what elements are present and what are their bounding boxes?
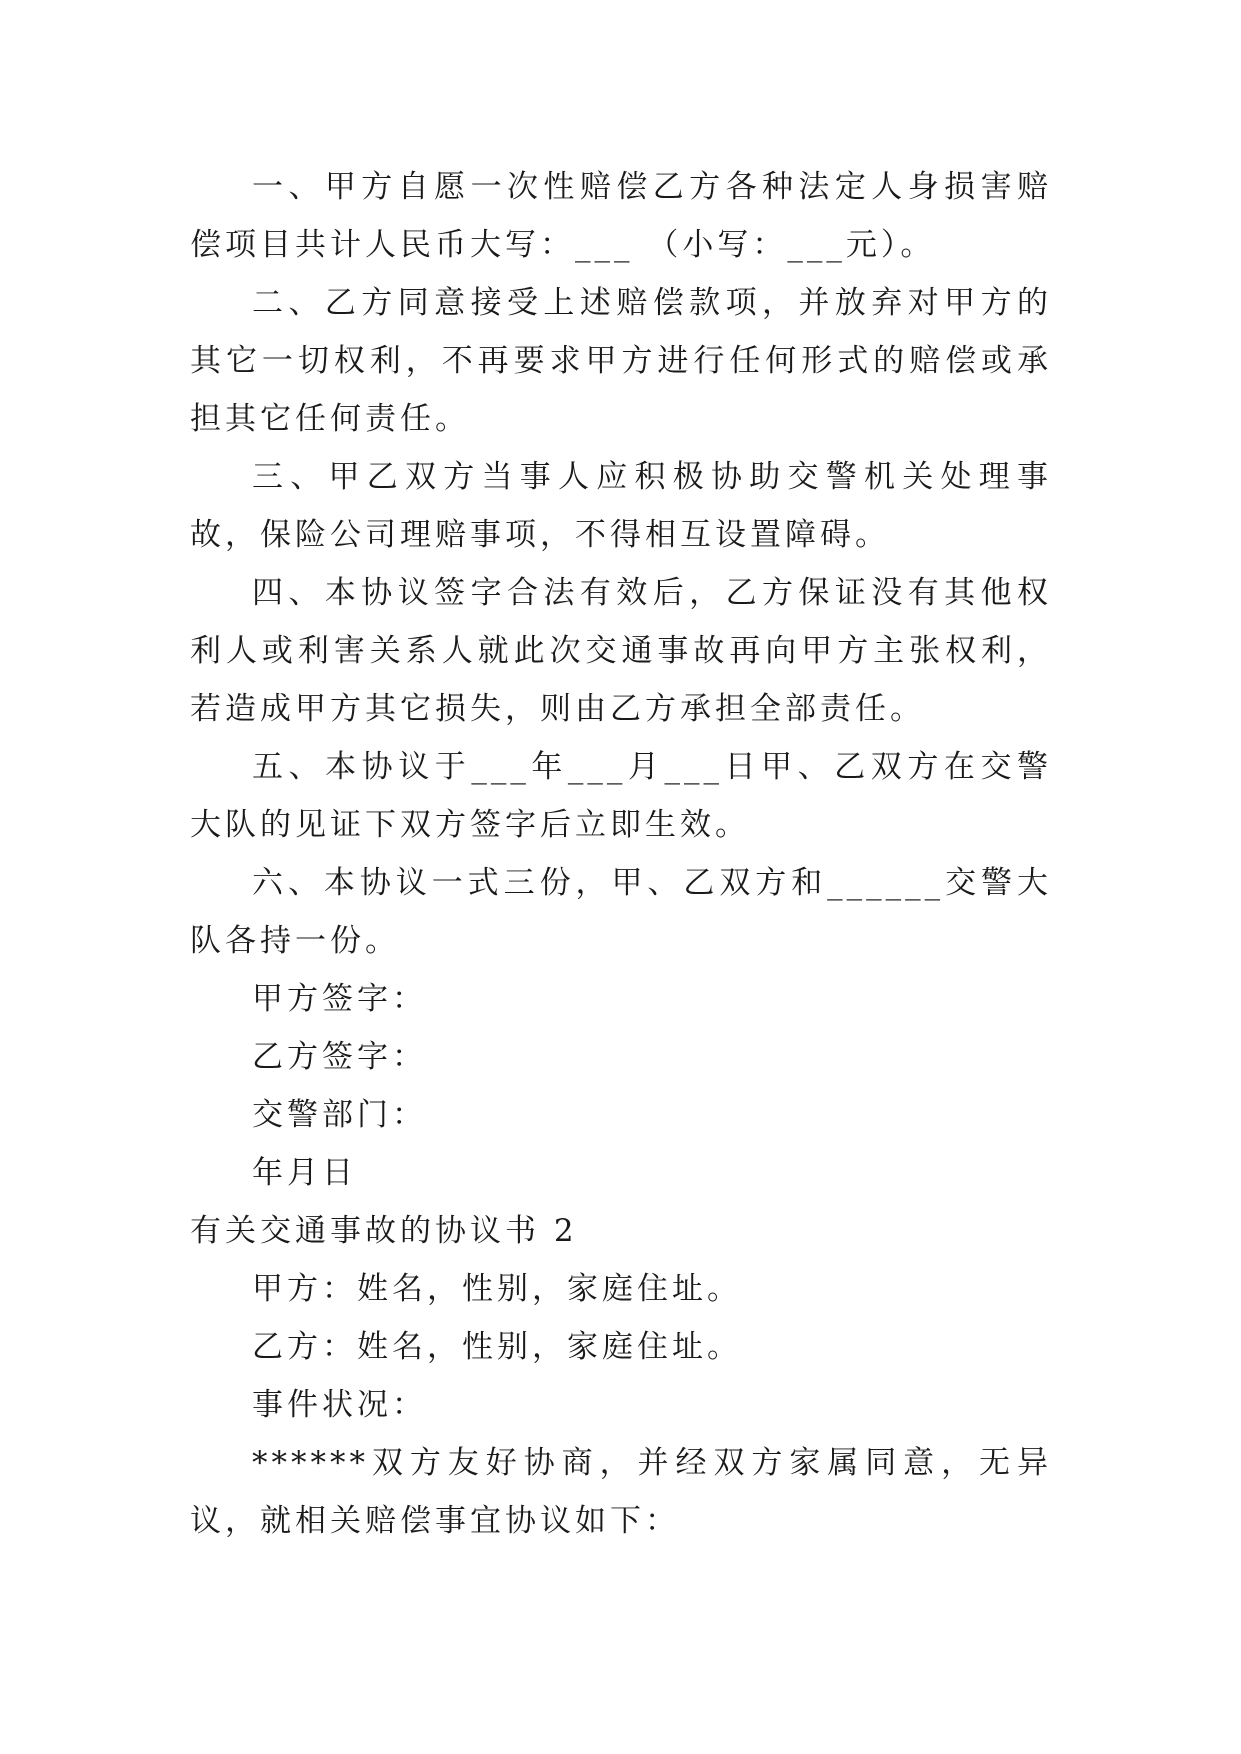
clause-1: 一、甲方自愿一次性赔偿乙方各种法定人身损害赔偿项目共计人民币大写：___ （小写：___元）。 xyxy=(190,169,1052,263)
date-line: 年月日 xyxy=(252,1155,357,1191)
party-a-signature-line: 甲方签字： xyxy=(252,981,427,1017)
party-b-signature-line: 乙方签字： xyxy=(252,1039,427,1075)
clause-4: 四、本协议签字合法有效后，乙方保证没有其他权利人或利害关系人就此次交通事故再向甲方主张权利，若造成甲方其它损失，则由乙方承担全部责任。 xyxy=(190,575,1052,727)
closing-paragraph: ******双方友好协商，并经双方家属同意，无异议，就相关赔偿事宜协议如下： xyxy=(190,1445,1052,1539)
clause-5: 五、本协议于___年___月___日甲、乙双方在交警大队的见证下双方签字后立即生效。 xyxy=(190,749,1052,843)
traffic-police-line: 交警部门： xyxy=(252,1097,427,1133)
party-a-info: 甲方：姓名，性别，家庭住址。 xyxy=(252,1271,742,1307)
clause-6: 六、本协议一式三份，甲、乙双方和______交警大队各持一份。 xyxy=(190,865,1052,959)
clause-2: 二、乙方同意接受上述赔偿款项，并放弃对甲方的其它一切权利，不再要求甲方进行任何形式的赔偿或承担其它任何责任。 xyxy=(190,285,1052,437)
incident-status-label: 事件状况： xyxy=(252,1387,427,1423)
document-page xyxy=(190,158,1052,1550)
section-title: 有关交通事故的协议书 2 xyxy=(190,1213,578,1249)
party-b-info: 乙方：姓名，性别，家庭住址。 xyxy=(252,1329,742,1365)
clause-3: 三、甲乙双方当事人应积极协助交警机关处理事故，保险公司理赔事项，不得相互设置障碍。 xyxy=(190,459,1052,553)
